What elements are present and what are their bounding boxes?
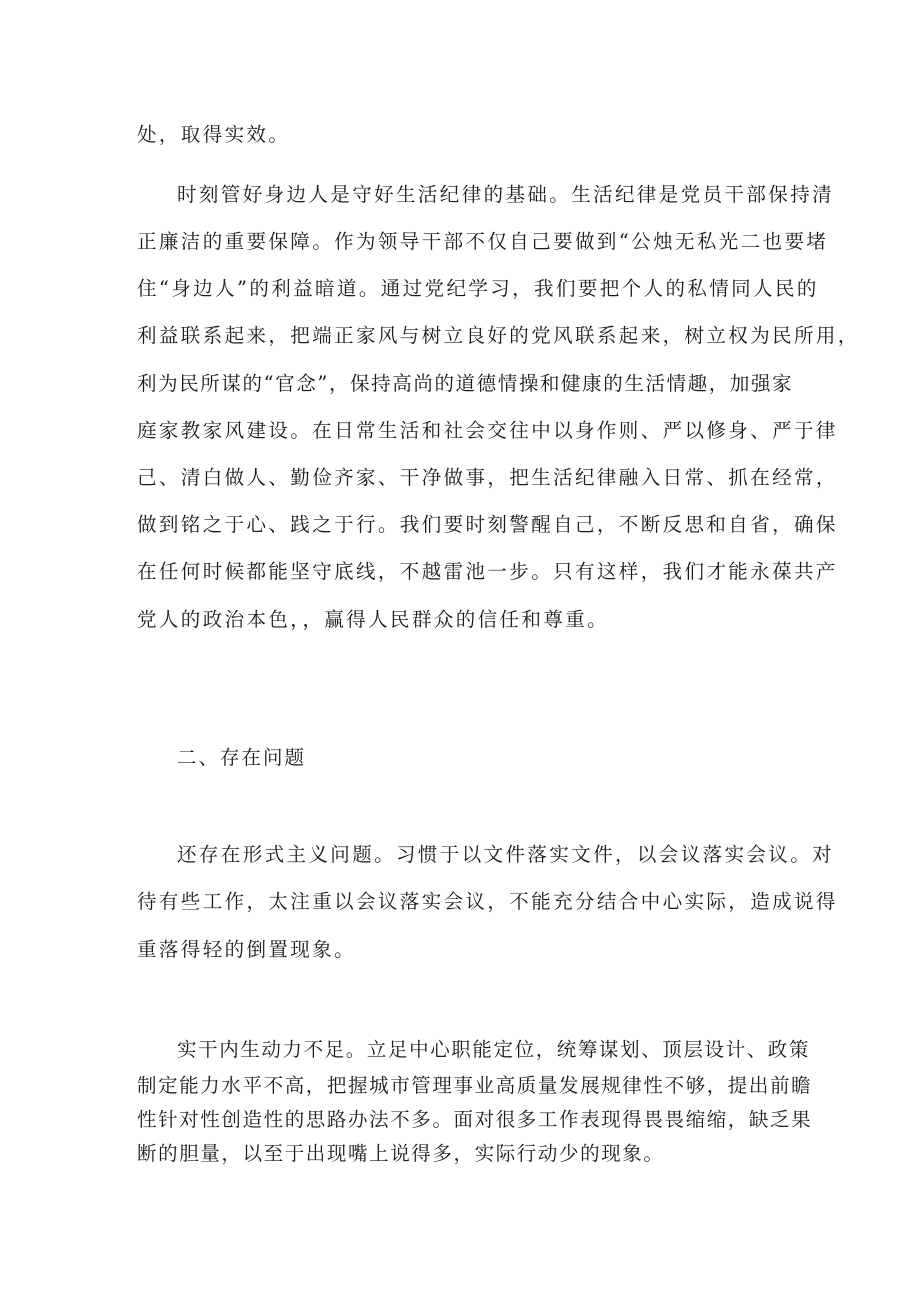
text-line: 己、清白做人、勤俭齐家、干净做事，把生活纪律融入日常、抓在经常， [137, 466, 838, 489]
text-line: 还存在形式主义问题。习惯于以文件落实文件，以会议落实会议。对 [177, 843, 835, 866]
text-line: 党人的政治本色，，赢得人民群众的信任和尊重。 [137, 608, 610, 631]
text-line: 住“身边人”的利益暗道。通过党纪学习，我们要把个人的私情同人民的 [137, 277, 819, 300]
section-heading: 二、存在问题 [177, 746, 307, 769]
text-line: 制定能力水平不高，把握城市管理事业高质量发展规律性不够，提出前瞻 [137, 1074, 813, 1097]
text-line: 重落得轻的倒置现象。 [137, 938, 357, 961]
text-line: 实干内生动力不足。立足中心职能定位，统筹谋划、顶层设计、政策 [177, 1038, 811, 1061]
text-line: 处，取得实效。 [137, 123, 291, 146]
text-line: 时刻管好身边人是守好生活纪律的基础。生活纪律是党员干部保持清 [177, 183, 835, 206]
text-line: 做到铭之于心、践之于行。我们要时刻警醒自己，不断反思和自省，确保 [137, 513, 838, 536]
text-line: 正廉洁的重要保障。作为领导干部不仅自己要做到“公烛无私光二也要堵 [137, 230, 829, 253]
text-line: 利为民所谋的“官念”，保持高尚的道德情操和健康的生活情趣，加强家 [137, 372, 794, 395]
text-line: 利益联系起来，把端正家风与树立良好的党风联系起来，树立权为民所用， [137, 324, 860, 347]
text-line: 待有些工作，太注重以会议落实会议，不能充分结合中心实际，造成说得 [137, 890, 838, 913]
text-line: 在任何时候都能坚守底线，不越雷池一步。只有这样，我们才能永葆共产 [137, 560, 838, 583]
text-line: 性针对性创造性的思路办法不多。面对很多工作表现得畏畏缩缩，缺乏果 [137, 1108, 813, 1131]
text-line: 断的胆量，以至于出现嘴上说得多，实际行动少的现象。 [137, 1142, 665, 1165]
text-line: 庭家教家风建设。在日常生活和社会交往中以身作则、严以修身、严于律 [137, 419, 838, 442]
